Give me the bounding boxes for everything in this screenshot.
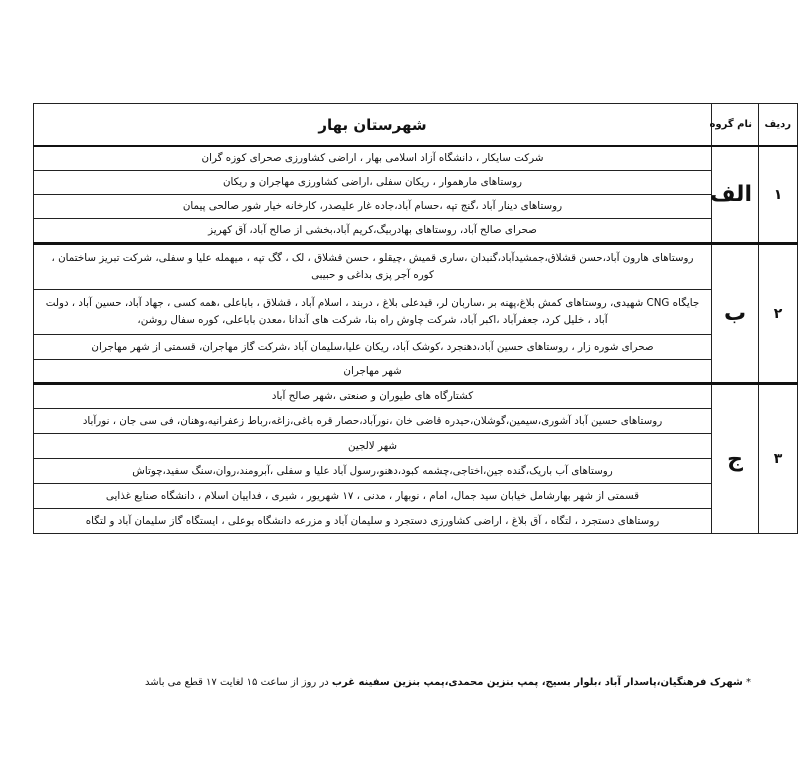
group-row — [34, 484, 798, 509]
table-header-row — [34, 104, 798, 147]
group-number: ۱ — [759, 146, 798, 244]
area-cell: کشتارگاه های طیوران و صنعتی ،شهر صالح آباد — [34, 384, 712, 409]
group-row — [34, 146, 798, 171]
area-cell: صحرای شوره زار ، روستاهای حسین آباد،دهنجرد ،کوشک آباد، ریکان علیا،سلیمان آباد ،شرکت گاز مهاجران، قسمتی از شهر مهاجران — [34, 335, 712, 360]
footnote-regular-text: در روز از ساعت ۱۵ لغایت ۱۷ قطع می باشد — [145, 677, 329, 688]
area-cell: شهر لالجین — [34, 434, 712, 459]
area-cell: روستاهای آب باریک،گنده جین،اختاجی،چشمه کبود،دهنو،رسول آباد علیا و سفلی ،آبرومند،روان،سنگ سفید،چوتاش — [34, 459, 712, 484]
area-cell: صحرای صالح آباد، روستاهای بهادربیگ،کریم آباد،بخشی از صالح آباد، آق کهریز — [34, 219, 712, 244]
group-name: ب — [712, 244, 759, 384]
county-title: شهرستان بهار — [34, 104, 712, 147]
group-row — [34, 335, 798, 360]
area-cell: شرکت سایکار ، دانشگاه آزاد اسلامی بهار ، اراضی کشاورزی صحرای کوزه گران — [34, 146, 712, 171]
group-row — [34, 171, 798, 195]
group-row — [34, 290, 798, 335]
row-number-header: ردیف — [759, 104, 798, 147]
area-cell: جایگاه CNG شهیدی، روستاهای کمش بلاغ،پهنه بر ،ساربان لر، قیدعلی بلاغ ، دربند ، اسلام آباد ، قشلاق ، باباعلی ،همه کسی ، جهاد آباد، حسین آباد ، دولت آباد ، خلیل کرد، جعفرآباد ،اکبر آباد، شرکت چاوش راه بنا، شرکت های آندانا ،معدن باباعلی، کوره سفال روشن، — [34, 290, 712, 335]
group-row — [34, 244, 798, 290]
area-cell: روستاهای هارون آباد،حسن قشلاق،جمشیدآباد،گنبدان ،ساری قمیش ،چیقلو ، حسن قشلاق ، لک ، گگ تپه ، میهمله علیا و سفلی، شرکت تبریز ساختمان ، کوره آجر پزی بداغی و حبیبی — [34, 244, 712, 290]
group-name: الف — [712, 146, 759, 244]
group-row — [34, 409, 798, 434]
group-row — [34, 434, 798, 459]
group-name-header: نام گروه — [712, 104, 759, 147]
group-row — [34, 459, 798, 484]
area-cell: روستاهای حسین آباد آشوری،سیمین،گوشلان،حیدره قاضی خان ،نورآباد،حصار قره باغی،زاغه،رباط زعفرانیه،وهنان، فی سی جان ، نورآباد — [34, 409, 712, 434]
area-cell: روستاهای دستجرد ، لتگاه ، آق بلاغ ، اراضی کشاورزی دستجرد و سلیمان آباد و مزرعه دانشگاه بوعلی ، ایستگاه گاز سلیمان آباد و لتگاه — [34, 509, 712, 534]
group-row — [34, 195, 798, 219]
footnote — [100, 677, 751, 688]
area-cell: شهر مهاجران — [34, 360, 712, 384]
footnote-bold-text: شهرک فرهنگیان،پاسدار آباد ،بلوار بسیج، پمپ بنزین محمدی،پمپ بنزین سفینه غرب — [331, 677, 743, 688]
group-row — [34, 219, 798, 244]
group-number: ۳ — [759, 384, 798, 534]
group-row — [34, 509, 798, 534]
group-row — [34, 360, 798, 384]
group-name: ج — [712, 384, 759, 534]
group-row — [34, 384, 798, 409]
outage-schedule-table — [33, 103, 798, 534]
area-cell: روستاهای مارهموار ، ریکان سفلی ،اراضی کشاورزی مهاجران و ریکان — [34, 171, 712, 195]
footnote-marker: * — [746, 677, 751, 688]
area-cell: روستاهای دینار آباد ،گنج تپه ،حسام آباد،جاده غار علیصدر، کارخانه خیار شور صالحی پیمان — [34, 195, 712, 219]
area-cell: قسمتی از شهر بهارشامل خیابان سید جمال، امام ، نوبهار ، مدنی ، ۱۷ شهریور ، شیری ، فداییان اسلام ، دانشگاه صنایع غذایی — [34, 484, 712, 509]
group-number: ۲ — [759, 244, 798, 384]
